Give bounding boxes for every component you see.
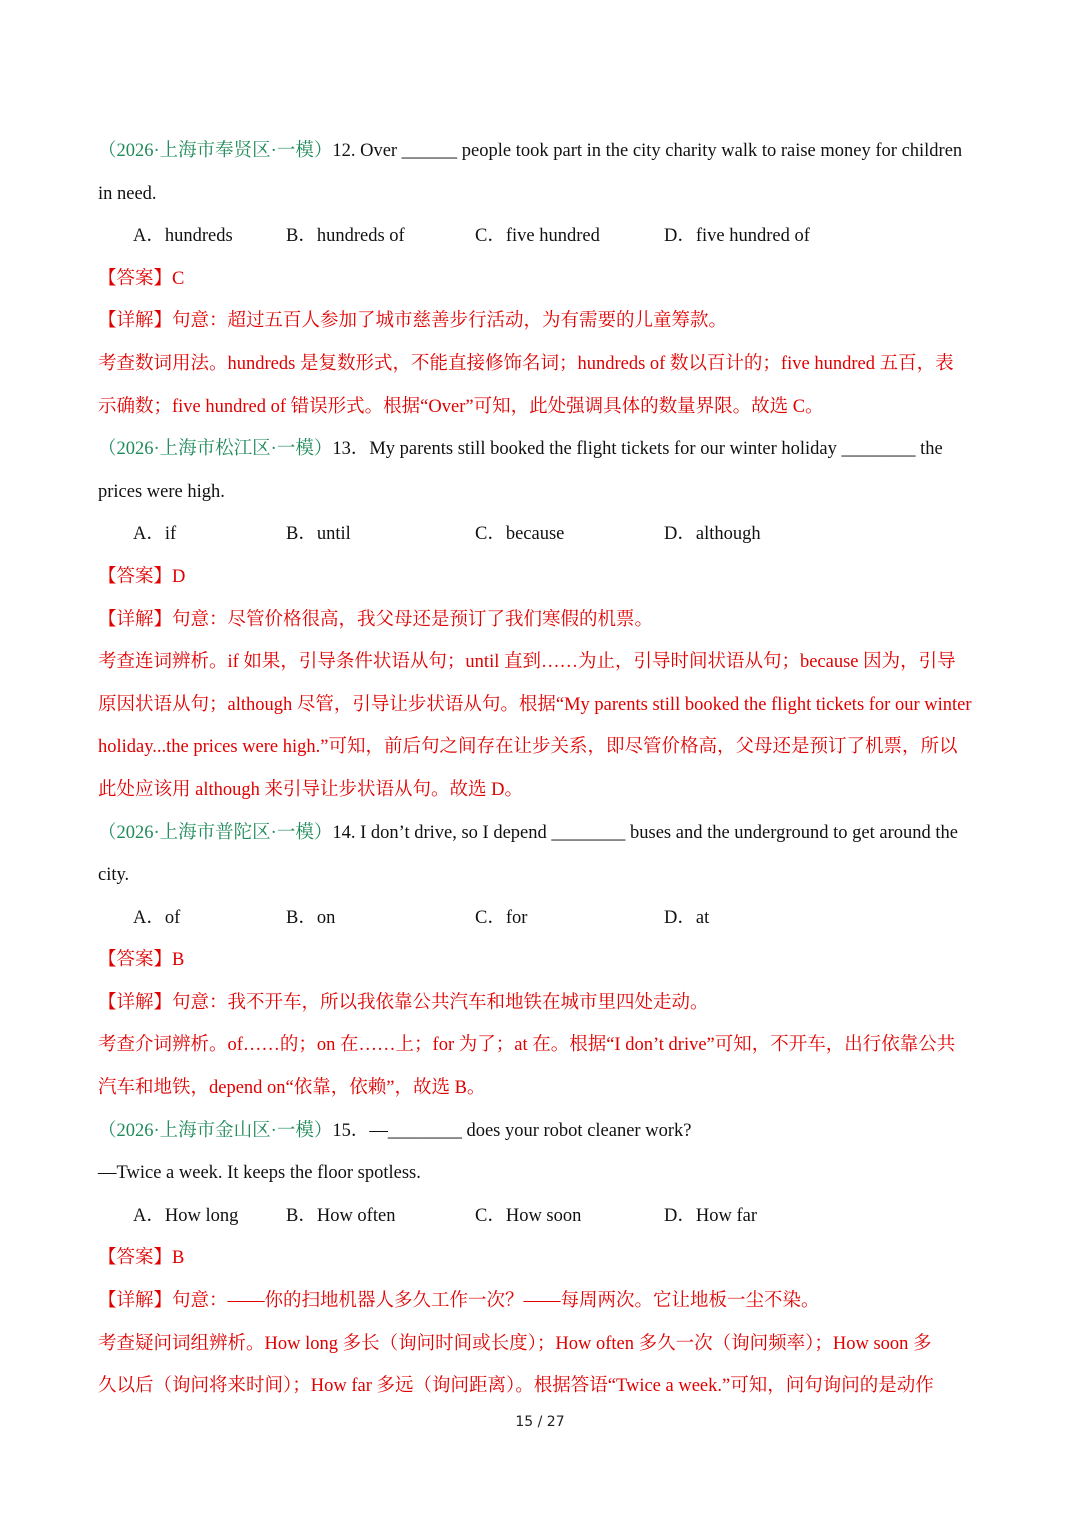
question-text: 12. Over ______ people took part in the city charity walk to raise money for children [332,141,963,161]
detail-line: 【详解】句意：——你的扫地机器人多久工作一次？——每周两次。它让地板一尘不染。 [98,1291,820,1312]
analysis-line: 汽车和地铁，depend on“依靠，依赖”，故选 B。 [98,1078,486,1099]
question-block [98,1110,993,1408]
option-c: C．How soon [475,1205,582,1226]
options-row [98,1195,993,1238]
option-b: B．until [286,524,351,545]
answer-line: 【答案】D [98,566,186,587]
analysis-line: 原因状语从句；although 尽管，引导让步状语从句。根据“My parents still booked the flight tickets for our winter [98,694,972,715]
analysis-line: 考查连词辨析。if 如果，引导条件状语从句；until 直到……为止，引导时间状语从句；because 因为，引导 [98,652,956,673]
question-stem [98,1110,993,1153]
option-d: D．although [664,524,761,545]
page-number: 15 / 27 [515,1414,565,1430]
question-stem [98,812,993,855]
options-row [98,215,993,258]
option-d: D．at [664,907,710,928]
detail-line: 【详解】句意：超过五百人参加了城市慈善步行活动，为有需要的儿童筹款。 [98,311,728,332]
analysis-line: 考查介词辨析。of……的；on 在……上；for 为了；at 在。根据“I don’t drive”可知，不开车，出行依靠公共 [98,1035,956,1056]
option-b: B．How often [286,1205,396,1226]
question-block [98,428,993,811]
option-c: C．for [475,907,528,928]
answer-line: 【答案】B [98,950,185,971]
answer-line: 【答案】B [98,1248,185,1269]
detail-line: 【详解】句意：我不开车，所以我依靠公共汽车和地铁在城市里四处走动。 [98,992,709,1013]
detail-line: 【详解】句意：尽管价格很高，我父母还是预订了我们寒假的机票。 [98,609,654,630]
option-c: C．five hundred [475,226,600,247]
question-stem [98,428,993,471]
option-a: A．How long [133,1205,239,1226]
question-stem [98,130,993,173]
option-c: C．because [475,524,565,545]
analysis-line: holiday...the prices were high.”可知，前后句之间存在让步关系，即尽管价格高，父母还是预订了机票，所以 [98,737,958,758]
option-d: D．How far [664,1205,757,1226]
option-b: B．on [286,907,336,928]
question-source: （2026·上海市松江区·一模） [98,439,333,460]
question-text: 13．My parents still booked the flight tickets for our winter holiday ________ the [332,439,943,460]
question-text-continued: city. [98,865,130,886]
analysis-line: 此处应该用 although 来引导让步状语从句。故选 D。 [98,779,523,800]
options-row [98,513,993,556]
option-a: A．hundreds [133,226,233,247]
option-d: D．five hundred of [664,226,810,247]
question-block [98,812,993,1110]
option-a: A．of [133,907,181,928]
question-block [98,130,993,428]
question-text: 14. I don’t drive, so I depend ________ buses and the underground to get around the [332,822,958,843]
question-source: （2026·上海市奉贤区·一模） [98,141,333,161]
question-text: 15．—________ does your robot cleaner work? [332,1120,692,1141]
options-row [98,897,993,940]
analysis-line: 考查疑问词组辨析。How long 多长（询问时间或长度）；How often 多久一次（询问频率）；How soon 多 [98,1333,932,1354]
document-page [98,130,993,1408]
question-text-continued: prices were high. [98,481,225,502]
question-source: （2026·上海市金山区·一模） [98,1120,333,1141]
question-text-continued: in need. [98,183,157,204]
analysis-line: 示确数；five hundred of 错误形式。根据“Over”可知，此处强调具体的数量界限。故选 C。 [98,396,824,417]
question-source: （2026·上海市普陀区·一模） [98,822,333,843]
analysis-line: 考查数词用法。hundreds 是复数形式，不能直接修饰名词；hundreds of 数以百计的；five hundred 五百，表 [98,353,954,374]
analysis-line: 久以后（询问将来时间）；How far 多远（询问距离）。根据答语“Twice a week.”可知，问句询问的是动作 [98,1376,934,1397]
answer-line: 【答案】C [98,268,185,289]
option-b: B．hundreds of [286,226,405,247]
question-text-continued: —Twice a week. It keeps the floor spotless. [98,1163,421,1184]
option-a: A．if [133,524,177,545]
